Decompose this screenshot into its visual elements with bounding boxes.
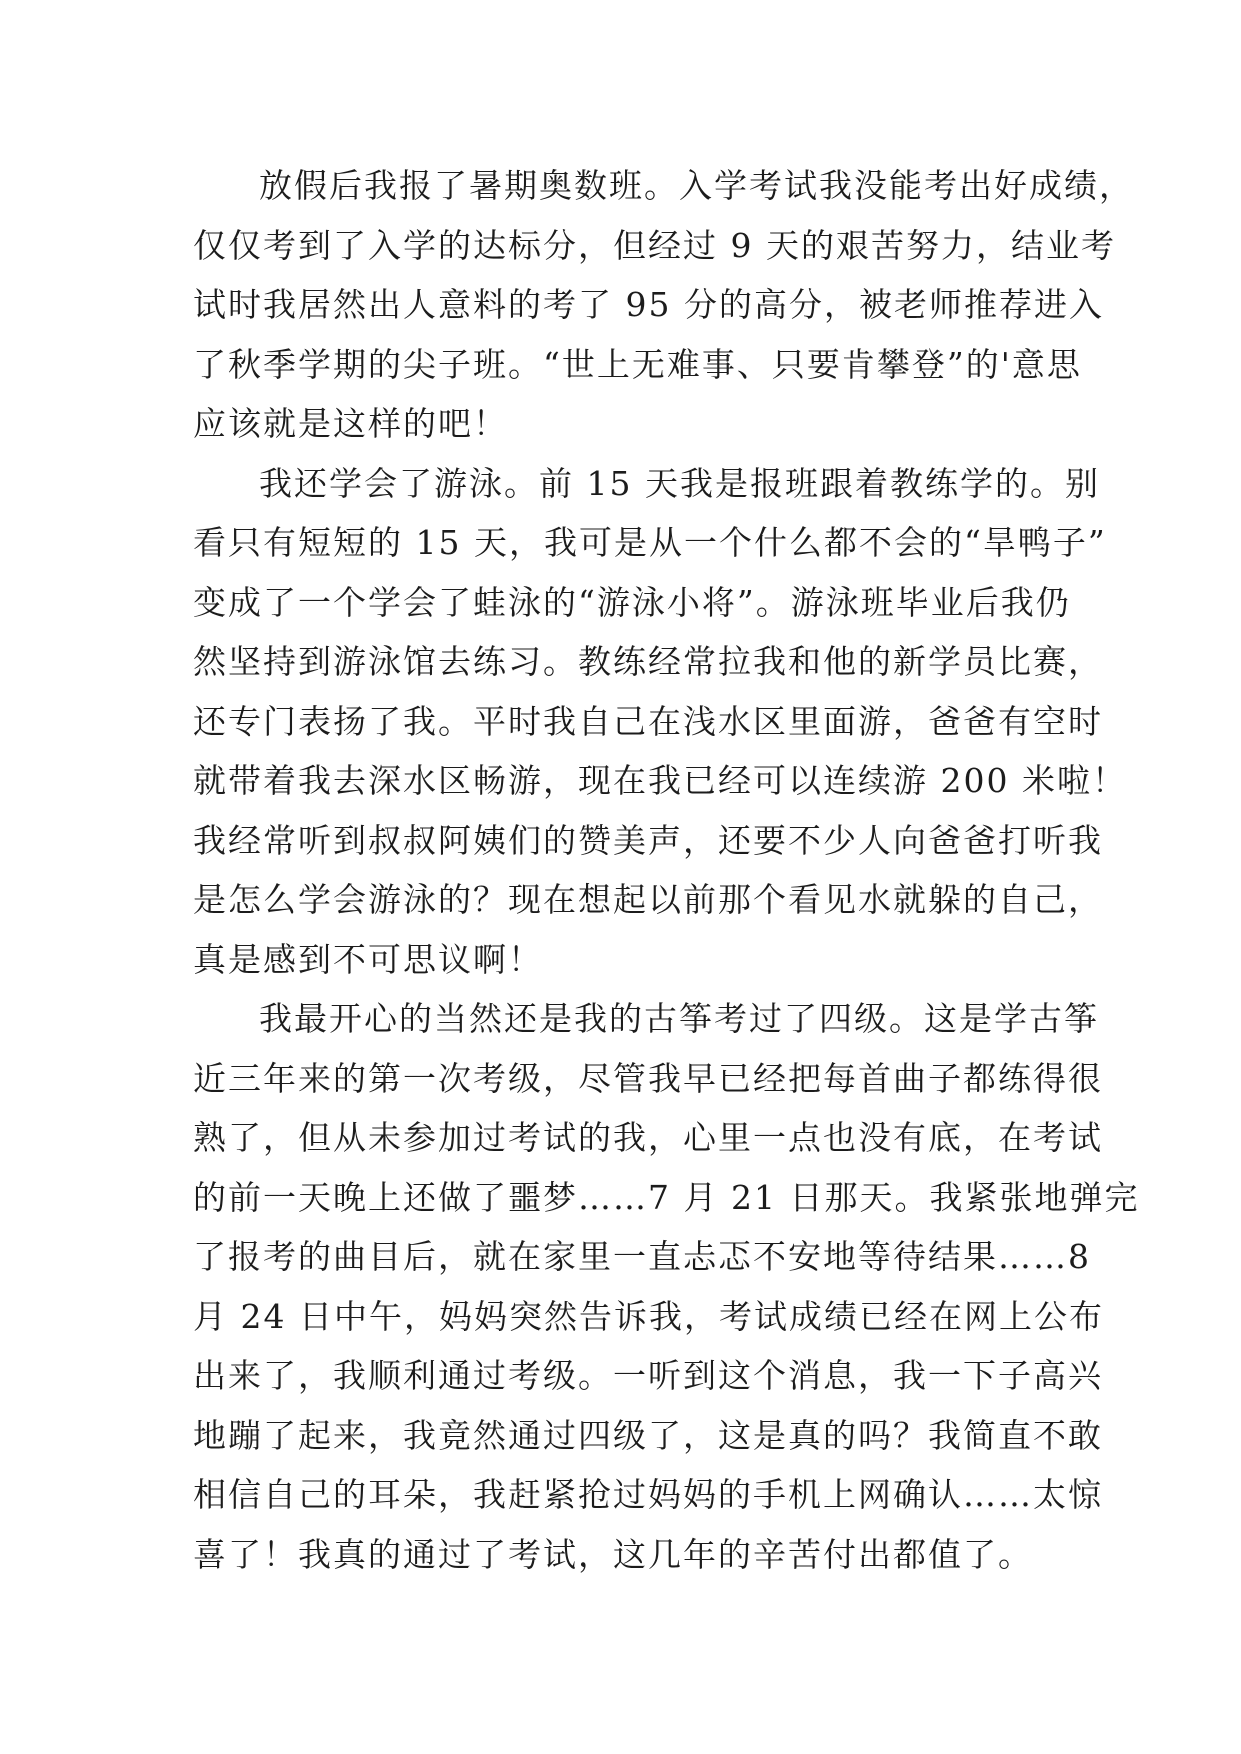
paragraph-line: 放假后我报了暑期奥数班。入学考试我没能考出好成绩， xyxy=(259,166,1134,205)
paragraph-line: 还专门表扬了我。平时我自己在浅水区里面游，爸爸有空时 xyxy=(193,701,1103,741)
paragraph-line: 我还学会了游泳。前 15 天我是报班跟着教练学的。别 xyxy=(259,463,1100,503)
paragraph-line: 变成了一个学会了蛙泳的“游泳小将”。游泳班毕业后我仍 xyxy=(193,582,1071,622)
paragraph-line: 是怎么学会游泳的？现在想起以前那个看见水就躲的自己， xyxy=(193,880,1103,919)
paragraph-line: 地蹦了起来，我竟然通过四级了，这是真的吗？我简直不敢 xyxy=(193,1415,1103,1455)
paragraph-line: 我最开心的当然还是我的古筝考过了四级。这是学古筝 xyxy=(259,999,1099,1038)
paragraph-line: 近三年来的第一次考级，尽管我早已经把每首曲子都练得很 xyxy=(193,1058,1103,1098)
paragraph-line: 看只有短短的 15 天，我可是从一个什么都不会的“旱鸭子” xyxy=(193,523,1107,562)
paragraph-2 xyxy=(193,454,1127,990)
paragraph-line: 的前一天晚上还做了噩梦……7 月 21 日那天。我紧张地弹完 xyxy=(193,1177,1140,1217)
paragraph-line: 月 24 日中午，妈妈突然告诉我，考试成绩已经在网上公布 xyxy=(193,1296,1104,1336)
paragraph-line: 我经常听到叔叔阿姨们的赞美声，还要不少人向爸爸打听我 xyxy=(193,820,1103,860)
paragraph-line: 应该就是这样的吧！ xyxy=(193,404,508,443)
paragraph-3 xyxy=(193,989,1140,1584)
paragraph-line: 出来了，我顺利通过考级。一听到这个消息，我一下子高兴 xyxy=(193,1356,1103,1395)
paragraph-line: 了报考的曲目后，就在家里一直忐忑不安地等待结果……8 xyxy=(193,1237,1091,1276)
paragraph-line: 就带着我去深水区畅游，现在我已经可以连续游 200 米啦！ xyxy=(193,761,1127,800)
paragraph-line: 试时我居然出人意料的考了 95 分的高分，被老师推荐进入 xyxy=(193,285,1104,324)
paragraph-line: 熟了，但从未参加过考试的我，心里一点也没有底，在考试 xyxy=(193,1118,1103,1157)
paragraph-line: 喜了！我真的通过了考试，这几年的辛苦付出都值了。 xyxy=(193,1534,1033,1574)
document-body xyxy=(193,156,1140,1584)
paragraph-line: 真是感到不可思议啊！ xyxy=(193,939,543,979)
paragraph-line: 仅仅考到了入学的达标分，但经过 9 天的艰苦努力，结业考 xyxy=(193,225,1116,265)
paragraph-line: 然坚持到游泳馆去练习。教练经常拉我和他的新学员比赛， xyxy=(193,642,1103,681)
paragraph-line: 相信自己的耳朵，我赶紧抢过妈妈的手机上网确认……太惊 xyxy=(193,1475,1103,1514)
paragraph-1 xyxy=(193,156,1134,454)
paragraph-line: 了秋季学期的尖子班。“世上无难事、只要肯攀登”的'意思 xyxy=(193,344,1082,384)
